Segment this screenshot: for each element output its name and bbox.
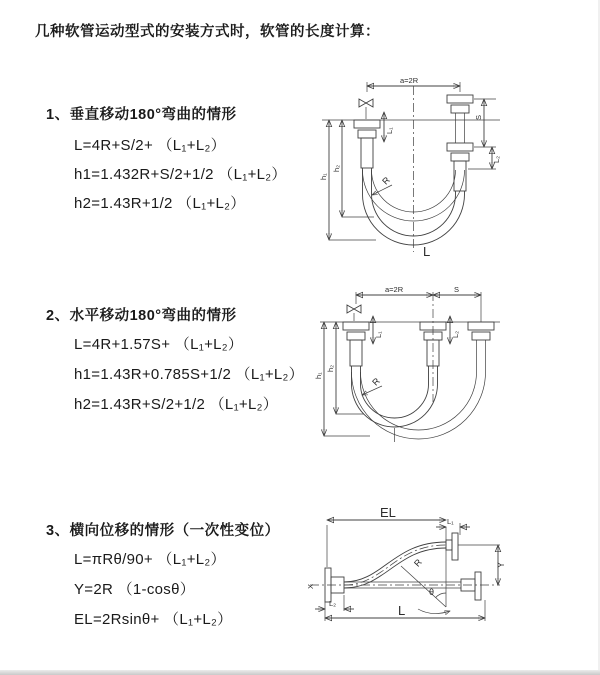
dim-label-l2: L₂: [492, 155, 501, 163]
valve-icon: [347, 305, 361, 321]
section-3-formula-L: L=πRθ/90+ （L₁+L₂）: [74, 551, 226, 568]
section-1-formula-L: L=4R+S/2+ （L₁+L₂）: [74, 137, 226, 154]
dimension-h2: [326, 322, 364, 414]
dim-label-l1: L₁: [385, 127, 394, 134]
dimension-s: [433, 285, 481, 295]
radius-label: R: [412, 557, 424, 569]
dim-label-s: S: [454, 285, 460, 294]
dimension-l: [325, 600, 485, 621]
valve-icon: [359, 99, 373, 119]
radius-callout: [372, 175, 392, 195]
dim-label-y: Y: [496, 561, 506, 568]
dim-label-l1: L₁: [374, 331, 383, 338]
dimension-el: [327, 505, 446, 567]
radius-callout: [362, 376, 382, 395]
dimension-l2: [315, 595, 354, 611]
section-2-formula-h1: h1=1.43R+0.785S+1/2 （L₁+L₂）: [74, 366, 304, 383]
dimension-l1: [373, 316, 383, 344]
section-1-formula-h2: h2=1.43R+1/2 （L₁+L₂）: [74, 195, 246, 212]
dim-label-l2: L₂: [451, 330, 460, 338]
diagram-vertical-180-bend: [300, 72, 590, 267]
radius-construction: [401, 527, 450, 614]
dim-label-l: L: [398, 603, 406, 618]
hose-s-curve: [344, 542, 446, 588]
dimension-l2: [450, 316, 460, 344]
page-edge-bottom: [0, 670, 600, 675]
left-hose-fitting: [343, 322, 369, 366]
dimension-l1: [384, 112, 394, 142]
dim-label-l1: L₁: [447, 517, 454, 526]
right-hose-fitting-upper: [447, 95, 473, 143]
section-2-formula-h2: h2=1.43R+S/2+1/2 （L₁+L₂）: [74, 396, 279, 413]
dimension-a2r: [356, 285, 433, 295]
radius-label: R: [380, 174, 392, 187]
dim-label-el: EL: [380, 505, 396, 520]
right-hose-fitting-displaced: [468, 322, 494, 340]
dim-label-a2r: a=2R: [400, 76, 419, 85]
dimension-s: [474, 99, 496, 147]
braided-hose-section: [361, 138, 373, 168]
dimension-h2: [332, 120, 374, 217]
right-hose-fitting-lower: [447, 143, 473, 191]
section-1-heading: 1、垂直移动180°弯曲的情形: [46, 107, 237, 123]
axis-label: X: [306, 583, 315, 589]
right-flange-original: [461, 572, 481, 600]
section-3-formula-Y: Y=2R （1-cosθ）: [74, 581, 196, 598]
dim-label-l2: L₂: [329, 599, 337, 608]
diagram-horizontal-180-bend: [300, 284, 590, 459]
dim-label-s: S: [474, 114, 483, 120]
dim-label-h1: h₁: [319, 173, 328, 180]
dim-label-h2: h₂: [326, 364, 335, 372]
braided-hose-section: [350, 340, 362, 366]
left-hose-fitting: [354, 120, 380, 168]
diagram-lateral-displacement: [298, 505, 593, 665]
dimension-h1: [314, 322, 370, 436]
section-2-formula-L: L=4R+1.57S+ （L₁+L₂）: [74, 336, 244, 353]
dim-label-h2: h₂: [332, 164, 341, 172]
section-3-heading: 3、横向位移的情形（一次性变位）: [46, 523, 280, 539]
radius-label: R: [370, 375, 382, 388]
dim-label-h1: h₁: [314, 372, 323, 379]
swing-arrow: [418, 609, 450, 614]
dim-label-a2r: a=2R: [385, 285, 404, 294]
theta-label: θ: [429, 587, 435, 597]
length-label: L: [423, 244, 431, 259]
section-1-formula-h1: h1=1.432R+S/2+1/2 （L₁+L₂）: [74, 166, 287, 183]
hose-u-bend: [352, 366, 438, 427]
section-2-heading: 2、水平移动180°弯曲的情形: [46, 308, 237, 324]
section-3-formula-EL: EL=2Rsinθ+ （L₁+L₂）: [74, 611, 233, 628]
page-title: 几种软管运动型式的安装方式时，软管的长度计算：: [35, 24, 380, 40]
upper-right-flange: [446, 533, 458, 560]
